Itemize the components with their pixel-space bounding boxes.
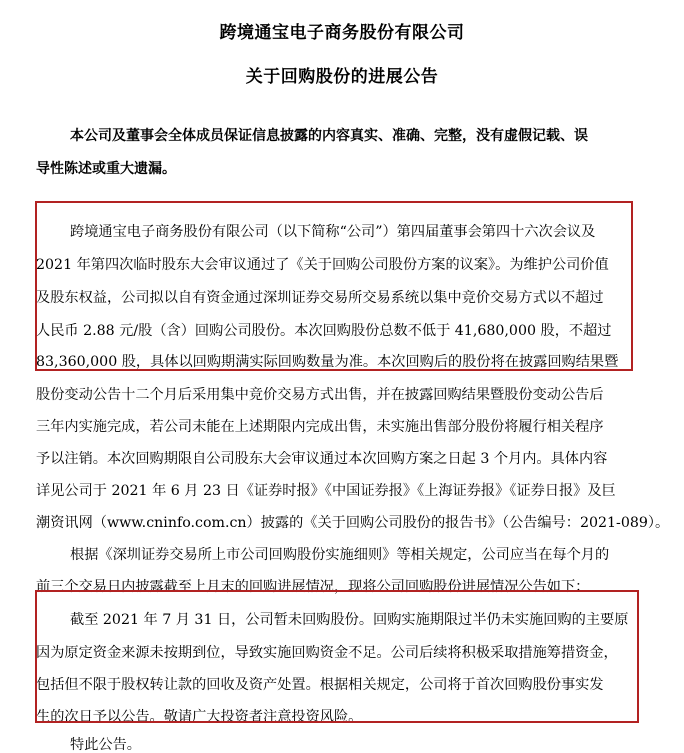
- text-line: 予以注销。本次回购期限自公司股东大会审议通过本次回购方案之日起 3 个月内。具体内容: [36, 451, 608, 467]
- text-line: 前三个交易日内披露截至上月末的回购进展情况，现将公司回购股份进展情况公告如下：: [36, 579, 590, 595]
- text-line: 截至 2021 年 7 月 31 日，公司暂未回购股份。回购实施期限过半仍未实施回购的主要原: [70, 612, 629, 628]
- text-line: 详见公司于 2021 年 6 月 23 日《证券时报》《中国证券报》《上海证券报》《证券日报》及巨: [36, 483, 616, 499]
- text-line: 根据《深圳证券交易所上市公司回购股份实施细则》等相关规定，公司应当在每个月的: [70, 547, 610, 563]
- text-line: 2021 年第四次临时股东大会审议通过了《关于回购公司股份方案的议案》。为维护公司价值: [36, 257, 609, 273]
- text-line: 股份变动公告十二个月后采用集中竞价交易方式出售，并在披露回购结果暨股份变动公告后: [36, 387, 604, 403]
- text-line: 跨境通宝电子商务股份有限公司（以下简称“公司”）第四届董事会第四十六次会议及: [70, 224, 596, 240]
- text-line: 潮资讯网（www.cninfo.com.cn）披露的《关于回购公司股份的报告书》（公告编号：2021-089）。: [36, 515, 670, 531]
- text-line: 生的次日予以公告。敬请广大投资者注意投资风险。: [36, 709, 363, 725]
- statement-line: 导性陈述或重大遗漏。: [36, 161, 176, 177]
- text-line: 及股东权益，公司拟以自有资金通过深圳证券交易所交易系统以集中竞价交易方式以不超过: [36, 290, 604, 306]
- announcement-title: 关于回购股份的进展公告: [245, 67, 439, 87]
- closing-text: 特此公告。: [70, 737, 141, 753]
- text-line: 人民币 2.88 元/股（含）回购公司股份。本次回购股份总数不低于 41,680,000 股，不超过: [36, 323, 612, 339]
- company-name: 跨境通宝电子商务股份有限公司: [219, 23, 465, 43]
- statement-line: 本公司及董事会全体成员保证信息披露的内容真实、准确、完整，没有虚假记载、误: [70, 128, 588, 144]
- text-line: 因为原定资金来源未按期到位，导致实施回购资金不足。公司后续将积极采取措施筹措资金，: [36, 645, 618, 661]
- text-line: 包括但不限于股权转让款的回收及资产处置。根据相关规定，公司将于首次回购股份事实发: [36, 677, 604, 693]
- text-line: 83,360,000 股，具体以回购期满实际回购数量为准。本次回购后的股份将在披露回购结果暨: [36, 354, 619, 370]
- text-line: 三年内实施完成，若公司未能在上述期限内完成出售，未实施出售部分股份将履行相关程序: [36, 419, 604, 435]
